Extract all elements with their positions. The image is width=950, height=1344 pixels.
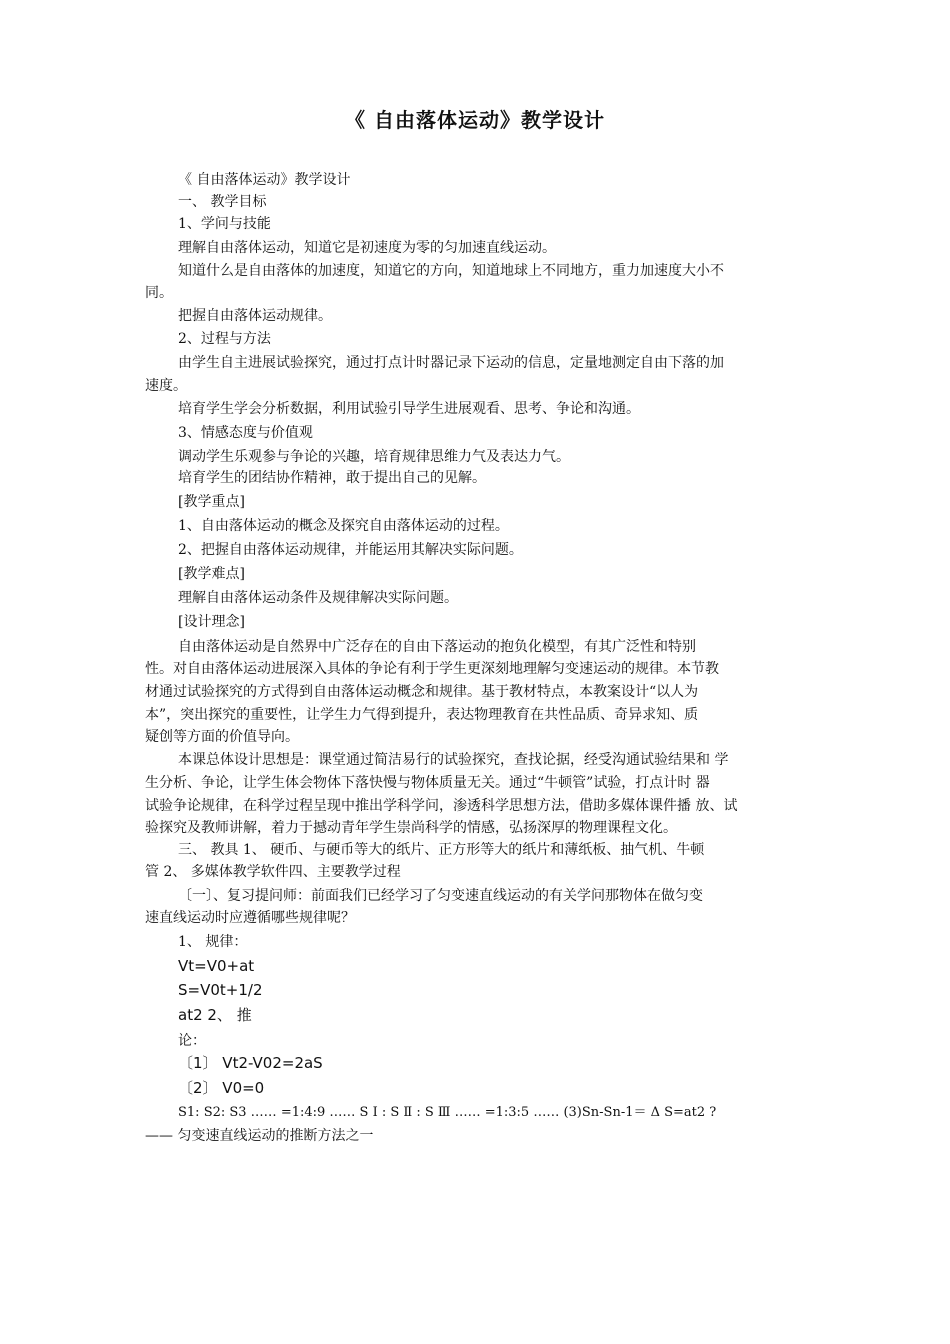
text-line: 速直线运动时应遵循哪些规律呢？ xyxy=(145,910,355,926)
text-line: 理解自由落体运动，知道它是初速度为零的匀加速直线运动。 xyxy=(178,240,556,256)
text-line: 验探究及教师讲解，着力于撼动青年学生崇尚科学的情感，弘扬深厚的物理课程文化。 xyxy=(145,820,677,836)
text-line: 管 2、 多媒体教学软件四、主要教学过程 xyxy=(145,864,401,880)
text-line: 知道什么是自由落体的加速度，知道它的方向，知道地球上不同地方，重力加速度大小不 xyxy=(178,263,724,279)
text-line: 1、 规律： xyxy=(178,934,248,950)
text-line: 三、 教具 1、 硬币、与硬币等大的纸片、正方形等大的纸片和薄纸板、抽气机、牛顿 xyxy=(178,842,705,858)
text-line: 由学生自主进展试验探究，通过打点计时器记录下运动的信息，定量地测定自由下落的加 xyxy=(178,355,724,371)
text-line: 疑创等方面的价值导向。 xyxy=(145,729,299,745)
bracket-heading: [设计理念] xyxy=(178,614,245,630)
text-line: 调动学生乐观参与争论的兴趣，培育规律思维力气及表达力气。 xyxy=(178,449,570,465)
bracket-heading: [教学重点] xyxy=(178,494,245,510)
text-line: —— 匀变速直线运动的推断方法之一 xyxy=(145,1128,374,1144)
text-line: 培育学生学会分析数据，利用试验引导学生进展观看、思考、争论和沟通。 xyxy=(178,401,640,417)
text-line: 论： xyxy=(178,1033,206,1049)
text-line: 《 自由落体运动》教学设计 xyxy=(178,172,351,188)
subsection-heading: 3、情感态度与价值观 xyxy=(178,425,313,441)
text-line: 1、自由落体运动的概念及探究自由落体运动的过程。 xyxy=(178,518,509,534)
subsection-heading: 2、过程与方法 xyxy=(178,331,271,347)
text-line: 同。 xyxy=(145,285,173,301)
text-line: 生分析、争论，让学生体会物体下落快慢与物体质量无关。通过“牛顿管”试验，打点计时 器 xyxy=(145,775,710,791)
bracket-heading: [教学难点] xyxy=(178,566,245,582)
text-line: 2、把握自由落体运动规律，并能运用其解决实际问题。 xyxy=(178,542,523,558)
text-line: 性。对自由落体运动进展深入具体的争论有利于学生更深刻地理解匀变速运动的规律。本节教 xyxy=(145,661,719,677)
document-title: 《 自由落体运动》教学设计 xyxy=(345,108,605,132)
text-line: 把握自由落体运动规律。 xyxy=(178,308,332,324)
section-heading: 一、 教学目标 xyxy=(178,194,267,210)
formula-line: S1: S2: S3 …… =1:4:9 …… S Ⅰ : S Ⅱ : S Ⅲ …… =1:3:5 …… (3)Sn-Sn-1＝ Δ S=at2 ? xyxy=(178,1105,717,1120)
text-line: 本课总体设计思想是：课堂通过简洁易行的试验探究，查找论据，经受沟通试验结果和 学 xyxy=(178,752,729,768)
text-line: 本”，突出探究的重要性，让学生力气得到提升，表达物理教育在共性品质、奇异求知、质 xyxy=(145,707,699,723)
formula-line: 〔1〕 Vt2-V02=2aS xyxy=(178,1054,323,1072)
subsection-heading: 1、学问与技能 xyxy=(178,216,271,232)
text-line: 材通过试验探究的方式得到自由落体运动概念和规律。基于教材特点，本教案设计“以人为 xyxy=(145,684,699,700)
text-line: 〔一〕、复习提问师：前面我们已经学习了匀变速直线运动的有关学问那物体在做匀变 xyxy=(178,888,703,904)
text-line: 速度。 xyxy=(145,378,187,394)
text-line: 试验争论规律，在科学过程呈现中推出学科学问，渗透科学思想方法，借助多媒体课件播 放、试 xyxy=(145,798,738,814)
formula-line: at2 2、 推 xyxy=(178,1006,252,1024)
text-line: 理解自由落体运动条件及规律解决实际问题。 xyxy=(178,590,458,606)
text-line: 培育学生的团结协作精神，敢于提出自己的见解。 xyxy=(178,470,486,486)
formula-line: S=V0t+1/2 xyxy=(178,981,263,999)
formula-line: 〔2〕 V0=0 xyxy=(178,1079,265,1097)
formula-line: Vt=V0+at xyxy=(178,957,255,975)
text-line: 自由落体运动是自然界中广泛存在的自由下落运动的抱负化模型，有其广泛性和特别 xyxy=(178,639,696,655)
